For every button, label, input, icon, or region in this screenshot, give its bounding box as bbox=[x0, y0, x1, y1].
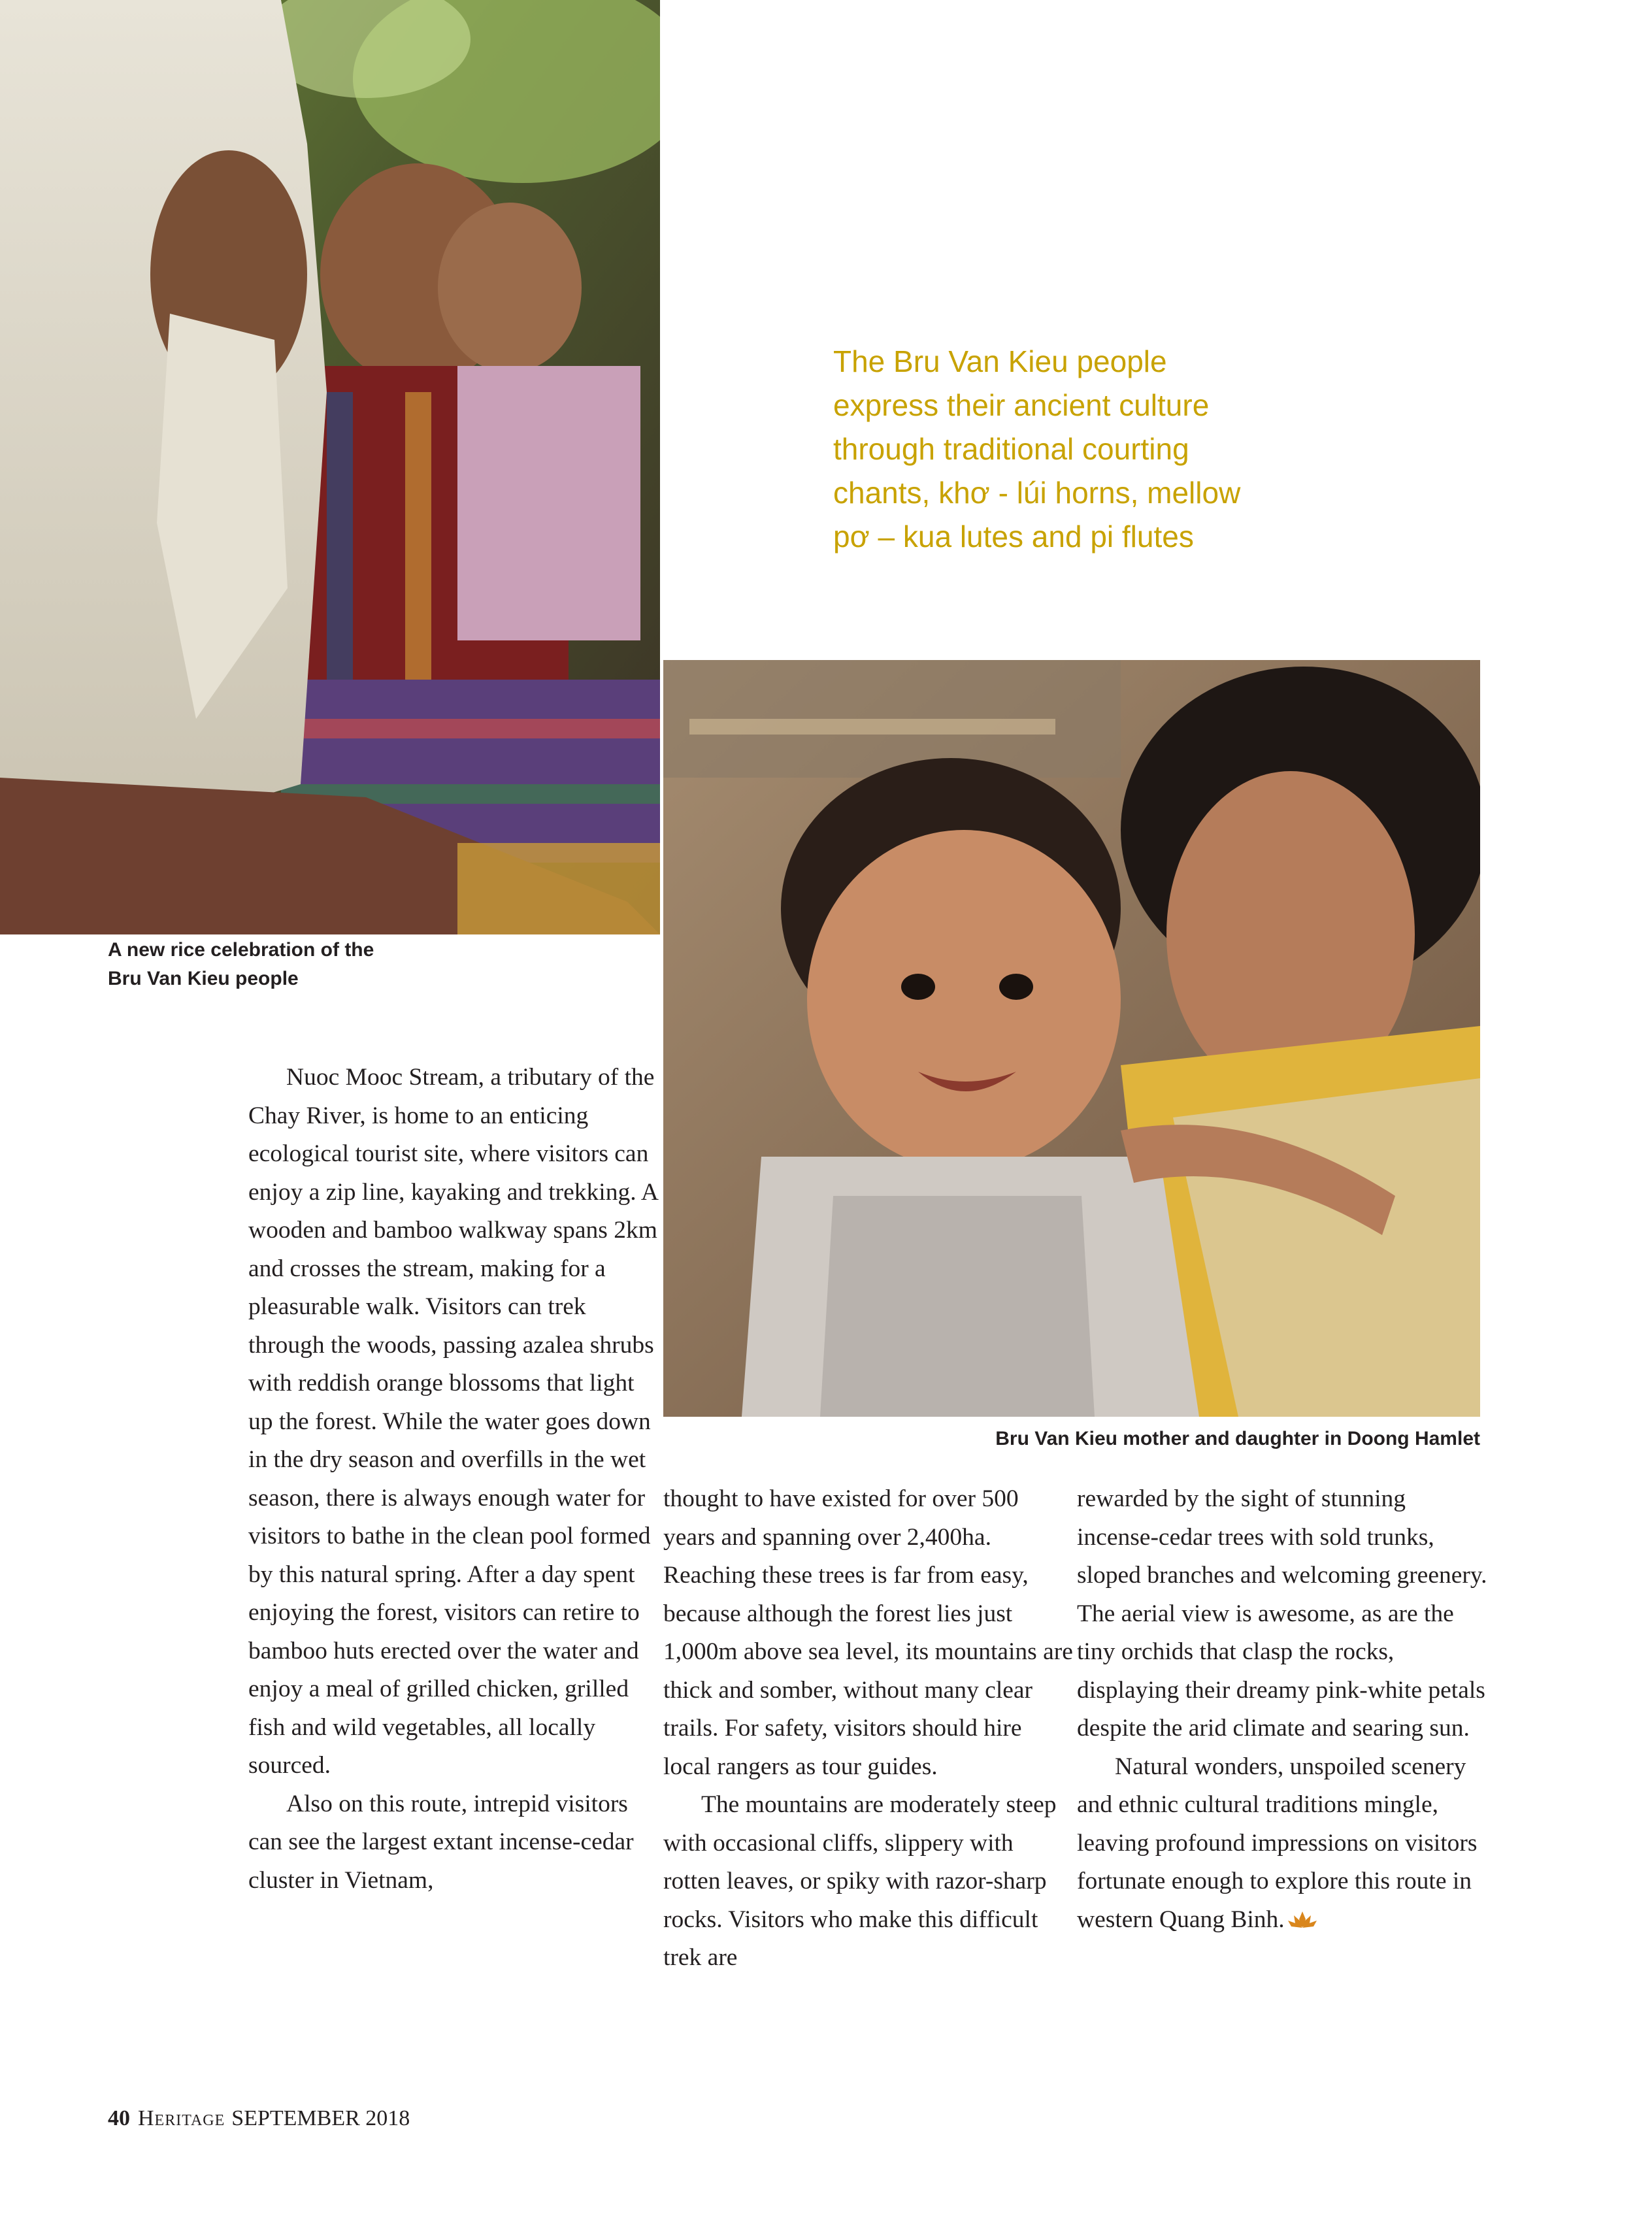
photo-mother-daughter bbox=[663, 660, 1480, 1417]
pull-quote-line: chants, khơ - lúi horns, mellow bbox=[833, 476, 1241, 510]
photo-caption-elder bbox=[108, 936, 565, 993]
pull-quote bbox=[833, 340, 1356, 559]
photo-rice-celebration-image bbox=[0, 0, 660, 934]
issue-date: SEPTEMBER 2018 bbox=[231, 2106, 410, 2130]
article-column-1 bbox=[248, 1059, 660, 1900]
article-column-3 bbox=[1077, 1480, 1489, 1939]
photo-mother-daughter-image bbox=[663, 660, 1480, 1417]
article-column-2 bbox=[663, 1480, 1075, 1977]
article-final-text: Natural wonders, unspoiled scenery and ethnic cultural traditions mingle, leaving profound impressions on visitors fortunate enough to explore this route in western Quang Binh. bbox=[1077, 1753, 1478, 1933]
pull-quote-line: express their ancient culture bbox=[833, 388, 1210, 422]
caption-line: A new rice celebration of the bbox=[108, 939, 374, 961]
lotus-icon bbox=[1287, 1910, 1317, 1930]
pull-quote-line: pơ – kua lutes and pi flutes bbox=[833, 520, 1194, 554]
article-paragraph: Also on this route, intrepid visitors can see the largest extant incense-cedar cluster in Vietnam, bbox=[248, 1790, 634, 1894]
caption-line: Bru Van Kieu people bbox=[108, 968, 299, 989]
article-paragraph: The mountains are moderately steep with occasional cliffs, slippery with rotten leaves, or spiky with razor-sharp rocks. Visitors who make this difficult trek are bbox=[663, 1791, 1057, 1971]
article-final-paragraph bbox=[1077, 1748, 1489, 1940]
photo-caption-mother: Bru Van Kieu mother and daughter in Doong Hamlet bbox=[995, 1428, 1480, 1449]
pull-quote-line: The Bru Van Kieu people bbox=[833, 344, 1167, 378]
page-footer bbox=[108, 2106, 410, 2132]
magazine-name: Heritage bbox=[138, 2106, 225, 2130]
article-paragraph: rewarded by the sight of stunning incense-cedar trees with sold trunks, sloped branches and welcoming greenery. The aerial view is awesome, as are the tiny orchids that clasp the rocks, displaying their dreamy pink-white petals despite the arid climate and searing sun. bbox=[1077, 1485, 1487, 1742]
pull-quote-line: through traditional courting bbox=[833, 432, 1189, 466]
page-number: 40 bbox=[108, 2106, 130, 2130]
article-paragraph: thought to have existed for over 500 years and spanning over 2,400ha. Reaching these trees is far from easy, because although the forest lies just 1,000m above sea level, its mountains are thick and somber, without many clear trails. For safety, visitors should hire local rangers as tour guides. bbox=[663, 1485, 1073, 1780]
article-paragraph: Nuoc Mooc Stream, a tributary of the Chay River, is home to an enticing ecological tourist site, where visitors can enjoy a zip line, kayaking and trekking. A wooden and bamboo walkway spans 2km and crosses the stream, making for a pleasurable walk. Visitors can trek through the woods, passing azalea shrubs with reddish orange blossoms that light up the forest. While the water goes down in the dry season and overfills in the wet season, there is always enough water for visitors to bathe in the clean pool formed by this natural spring. After a day spent enjoying the forest, visitors can retire to bamboo huts erected over the water and enjoy a meal of grilled chicken, grilled fish and wild vegetables, all locally sourced. bbox=[248, 1064, 657, 1779]
photo-rice-celebration bbox=[0, 0, 660, 934]
